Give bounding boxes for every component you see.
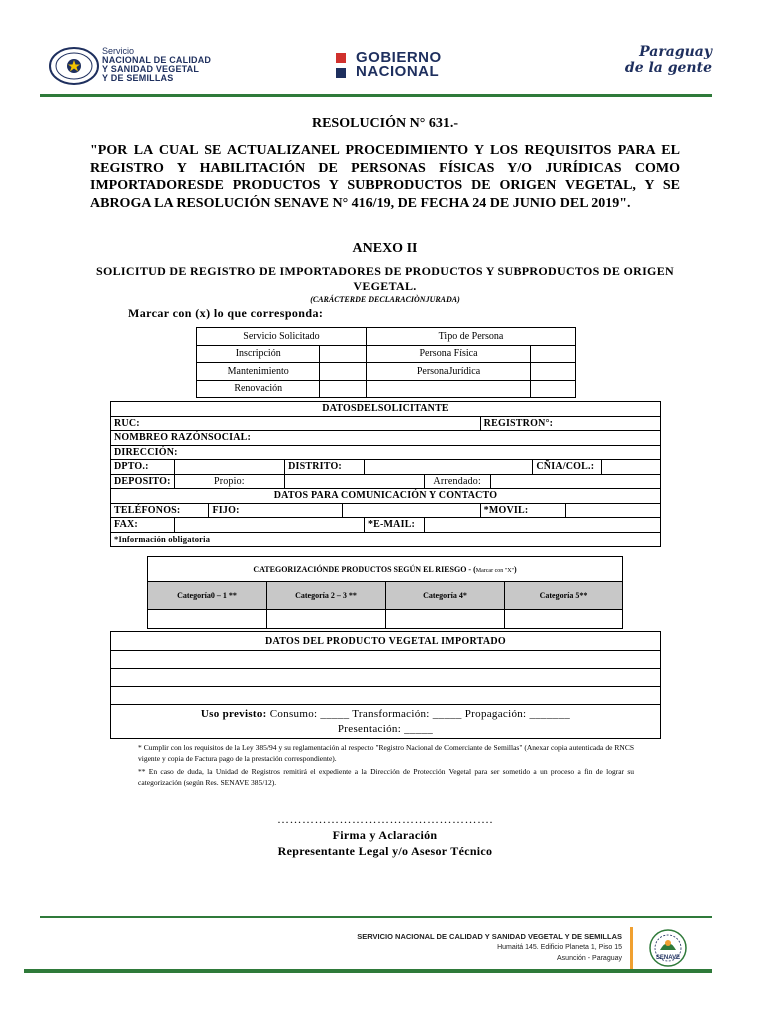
footnotes	[138, 742, 634, 790]
service-renovacion-checkbox[interactable]	[320, 380, 367, 398]
annex-title: ANEXO II	[352, 241, 418, 256]
distrito-label: DISTRITO:	[285, 460, 365, 475]
nombre-label: NOMBREO RAZÓNSOCIAL:	[114, 432, 252, 444]
propio-label: Propio:	[174, 474, 284, 489]
nombre-field[interactable]	[111, 431, 661, 446]
service-renovacion: Renovación	[197, 380, 320, 398]
signature-line-1: Firma y Aclaración	[332, 828, 438, 842]
resolution-description: "POR LA CUAL SE ACTUALIZANEL PROCEDIMIENTO Y LOS REQUISITOS PARA EL REGISTRO Y HABILITACIÓN DE PERSONAS FÍSICAS Y/O JURÍDICAS COMO IMPORTADORESDE PRODUCTOS Y SUBPRODUCTOS DE ORIGEN VEGETAL, Y SE ABROGA LA RESOLUCIÓN SENAVE N° 416/19, DE FECHA 24 DE JUNIO DEL 2019".	[90, 143, 680, 211]
footer-street: Humaitá 145. Edificio Planeta 1, Piso 15	[497, 944, 622, 951]
paraguay-line-1: Paraguay	[639, 44, 712, 60]
fax-label: FAX:	[111, 518, 175, 533]
form-title: SOLICITUD DE REGISTRO DE IMPORTADORES DE PRODUCTOS Y SUBPRODUCTOS DE ORIGEN VEGETAL.	[96, 264, 674, 293]
senave-line-2: NACIONAL DE CALIDAD	[102, 55, 212, 65]
footnote-2: ** En caso de duda, la Unidad de Registros remitirá el expediente a la Dirección de Protección Vegetal para ser sometido a un proceso a fin de lograr su categorización (según Res. SENAVE 385/12).	[138, 767, 634, 787]
footer-institution: SERVICIO NACIONAL DE CALIDAD Y SANIDAD VEGETAL Y DE SEMILLAS	[357, 932, 622, 941]
product-data-table	[110, 631, 661, 739]
direccion-label: DIRECCIÓN:	[114, 446, 178, 458]
service-mantenimiento: Mantenimiento	[197, 363, 320, 381]
fijo-field[interactable]	[209, 503, 343, 518]
signature-caption	[0, 827, 770, 859]
category-5-header: Categoría 5**	[505, 582, 623, 610]
arrendado-checkbox[interactable]	[490, 474, 660, 489]
product-row-3[interactable]	[111, 687, 661, 705]
page-header	[40, 40, 712, 96]
fax-input[interactable]	[174, 518, 364, 533]
arrendado-label: Arrendado:	[424, 474, 490, 489]
direccion-field[interactable]	[111, 445, 661, 460]
gobierno-squares-icon	[333, 50, 349, 82]
senave-line-3: Y SANIDAD VEGETAL	[102, 64, 200, 74]
telefonos-label: TELÉFONOS:	[111, 503, 209, 518]
product-header: DATOS DEL PRODUCTO VEGETAL IMPORTADO	[111, 632, 661, 651]
dpto-label: DPTO.:	[111, 460, 175, 475]
service-mantenimiento-checkbox[interactable]	[320, 363, 367, 381]
category-2-3-header: Categoría 2 – 3 **	[267, 582, 386, 610]
compania-label: CÑIA/COL.:	[533, 460, 602, 475]
risk-category-table	[147, 556, 623, 629]
registro-field[interactable]	[480, 416, 660, 431]
applicant-header: DATOSDELSOLICITANTE	[111, 402, 661, 417]
instruction-text: Marcar con (x) lo que corresponda:	[128, 306, 324, 320]
service-header: Servicio Solicitado	[197, 328, 367, 346]
service-inscripcion-checkbox[interactable]	[320, 345, 367, 363]
declaration-note: (CARÁCTERDE DECLARACIÒNJURADA)	[310, 295, 460, 304]
deposito-label: DEPOSITO:	[111, 474, 175, 489]
contact-header: DATOS PARA COMUNICACIÓN Y CONTACTO	[111, 489, 661, 504]
senave-line-4: Y DE SEMILLAS	[102, 73, 174, 83]
senave-seal-logo	[48, 46, 100, 86]
person-type-header: Tipo de Persona	[367, 328, 576, 346]
footer-address	[357, 931, 622, 964]
footer-logo-text: SENAVE	[655, 955, 681, 961]
intended-use-options[interactable]: Consumo: _____ Transformación: _____ Propagación: _______	[269, 707, 571, 720]
gobierno-line-2: NACIONAL	[356, 63, 440, 80]
person-fisica-checkbox[interactable]	[531, 345, 576, 363]
senave-line-1: Servicio	[102, 46, 135, 56]
category-0-1-checkbox[interactable]	[148, 610, 267, 629]
person-fisica: Persona Física	[367, 345, 531, 363]
category-5-checkbox[interactable]	[505, 610, 623, 629]
footer-bottom-bar	[24, 969, 712, 973]
email-input[interactable]	[424, 518, 660, 533]
person-juridica-checkbox[interactable]	[531, 363, 576, 381]
category-header	[148, 557, 623, 582]
signature-line-2: Representante Legal y/o Asesor Técnico	[277, 844, 493, 858]
gobierno-nacional-logo	[333, 50, 473, 82]
category-4-checkbox[interactable]	[386, 610, 505, 629]
fijo-input-extra[interactable]	[342, 503, 480, 518]
category-header-end: )	[513, 564, 517, 574]
dpto-input[interactable]	[174, 460, 284, 475]
applicant-data-table	[110, 401, 661, 547]
registro-label: REGISTRON°:	[483, 417, 554, 429]
person-juridica: PersonaJurídica	[367, 363, 531, 381]
category-0-1-header: Categoría0 – 1 **	[148, 582, 267, 610]
paraguay-line-2: de la gente	[624, 60, 712, 76]
paraguay-de-la-gente-logo	[625, 44, 712, 76]
person-empty-checkbox	[531, 380, 576, 398]
presentation-field[interactable]: Presentación: _____	[337, 722, 434, 735]
intended-use-label: Uso previsto:	[200, 707, 267, 720]
email-label: *E-MAIL:	[364, 518, 424, 533]
service-inscripcion: Inscripción	[197, 345, 320, 363]
distrito-input[interactable]	[364, 460, 532, 475]
intended-use-cell	[111, 705, 661, 739]
propio-checkbox[interactable]	[285, 474, 425, 489]
product-row-1[interactable]	[111, 651, 661, 669]
required-note: *Información obligatoria	[111, 532, 661, 547]
ruc-field[interactable]	[111, 416, 481, 431]
movil-input[interactable]	[566, 503, 661, 518]
footer-city: Asunción - Paraguay	[557, 955, 622, 962]
category-4-header: Categoría 4*	[386, 582, 505, 610]
product-row-2[interactable]	[111, 669, 661, 687]
senave-footer-logo	[646, 928, 690, 968]
category-2-3-checkbox[interactable]	[267, 610, 386, 629]
footer-divider	[40, 916, 712, 918]
category-header-text: CATEGORIZACIÓNDE PRODUCTOS SEGÚN EL RIESGO - (	[253, 564, 476, 574]
gobierno-line-1: GOBIERNO	[356, 49, 442, 66]
ruc-label: RUC:	[114, 417, 140, 429]
resolution-title: RESOLUCIÓN N° 631.-	[311, 116, 458, 131]
service-type-table	[196, 327, 576, 398]
person-empty-cell	[367, 380, 531, 398]
fijo-label: FIJO:	[212, 504, 240, 516]
footer-accent-bar	[630, 927, 633, 969]
compania-input[interactable]	[602, 460, 661, 475]
signature-line[interactable]: …………………………………………….	[277, 812, 493, 826]
category-header-note: Marcar con "X"	[475, 567, 514, 574]
footnote-1: * Cumplir con los requisitos de la Ley 385/94 y su reglamentación al respecto "Registro Nacional de Comerciante de Semillas" (Anexar copia autenticada de RNCS vigente y copia de Factura pago de la prestación correspondiente).	[138, 743, 634, 763]
senave-name	[102, 47, 211, 83]
header-divider	[40, 94, 712, 97]
movil-label: *MOVIL:	[480, 503, 566, 518]
